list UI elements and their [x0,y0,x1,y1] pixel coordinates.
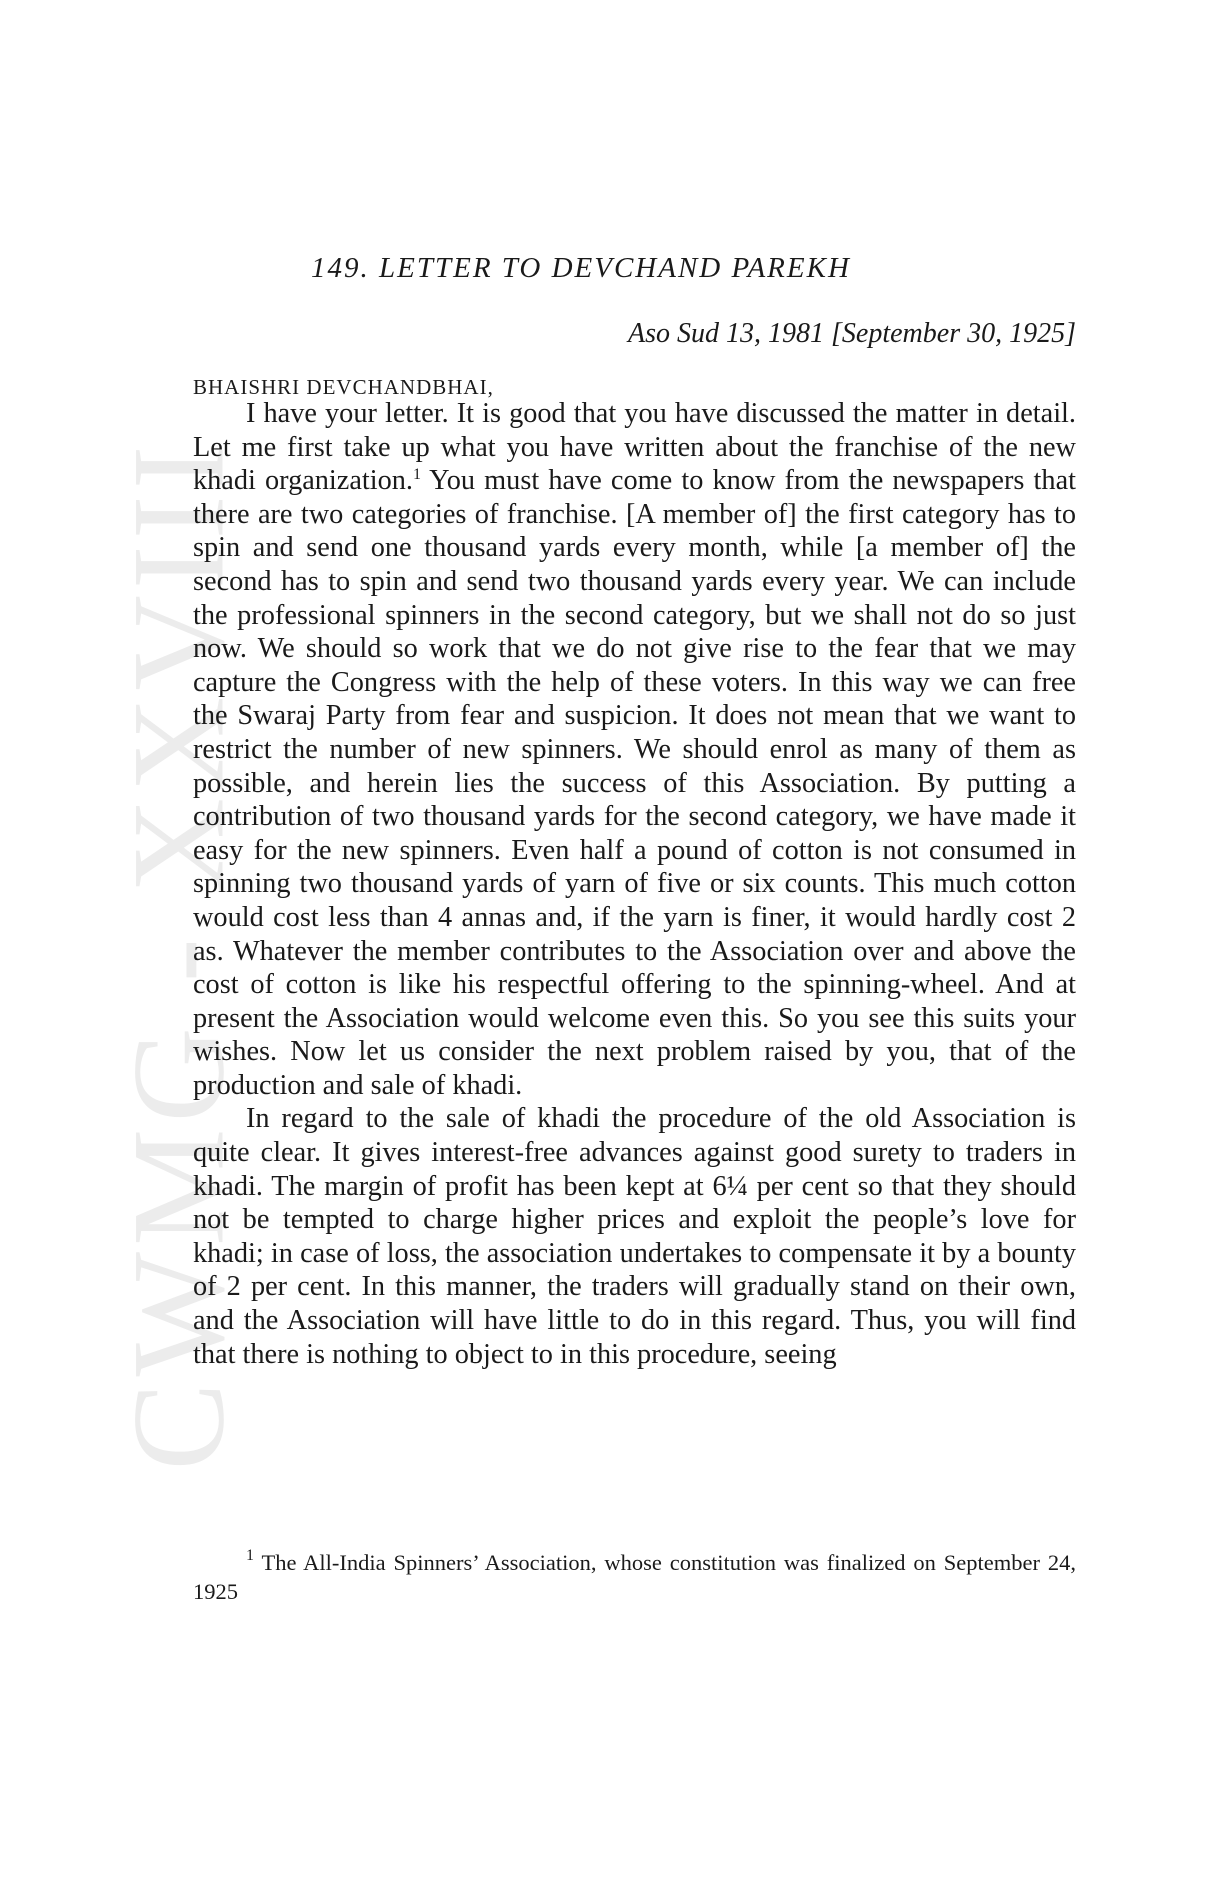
paragraph-text: You must have come to know from the newspapers that there are two categories of franchise. [A member of] the first category has to spin and send one thousand yards every month, while [a member of] the second has to spin and send two thousand yards every year. We can include the professional spinners in the second category, but we shall not do so just now. We should so work that we do not give rise to the fear that we may capture the Congress with the help of these voters. In this way we can free the Swaraj Party from fear and suspicion. It does not mean that we want to restrict the number of new spinners. We should enrol as many of them as possible, and herein lies the success of this Association. By putting a contribution of two thousand yards for the second category, we have made it easy for the new spinners. Even half a pound of cotton is not consumed in spinning two thousand yards of yarn of five or six counts. This much cotton would cost less than 4 annas and, if the yarn is finer, it would hardly cost 2 as. Whatever the member contributes to the Association over and above the cost of cotton is like his respectful offering to the spinning-wheel. And at present the Association would welcome even this. So you see this suits your wishes. Now let us consider the next problem raised by you, that of the production and sale of khadi. [193,465,1076,1101]
letter-body [193,397,1076,1371]
footnote-text: The All-India Spinners’ Association, whose constitution was finalized on September 24, 1925 [193,1550,1076,1604]
footnote [193,1548,1076,1606]
footnote-reference: 1 [413,466,422,484]
salutation: BHAISHRI DEVCHANDBHAI, [193,375,494,399]
footnote-marker: 1 [246,1547,254,1564]
paragraph [193,397,1076,1102]
paragraph: In regard to the sale of khadi the procedure of the old Association is quite clear. It gives interest-free advances against good surety to traders in khadi. The margin of profit has been kept at 6¼ per cent so that they should not be tempted to charge higher prices and exploit the people’s love for khadi; in case of loss, the association undertakes to compensate it by a bounty of 2 per cent. In this manner, the traders will gradually stand on their own, and the Association will have little to do in this regard. Thus, you will find that there is nothing to object to in this procedure, seeing [193,1103,1076,1370]
watermark-text: CWMG - XXVIII [104,439,252,1471]
letter-date: Aso Sud 13, 1981 [September 30, 1925] [628,318,1076,349]
document-title: 149. LETTER TO DEVCHAND PAREKH [311,252,851,284]
paragraph-text: I have your letter. It is good that you have discussed the matter in detail. Let me first take up what you have written about the franchise of the new khadi organization. [193,398,1076,497]
